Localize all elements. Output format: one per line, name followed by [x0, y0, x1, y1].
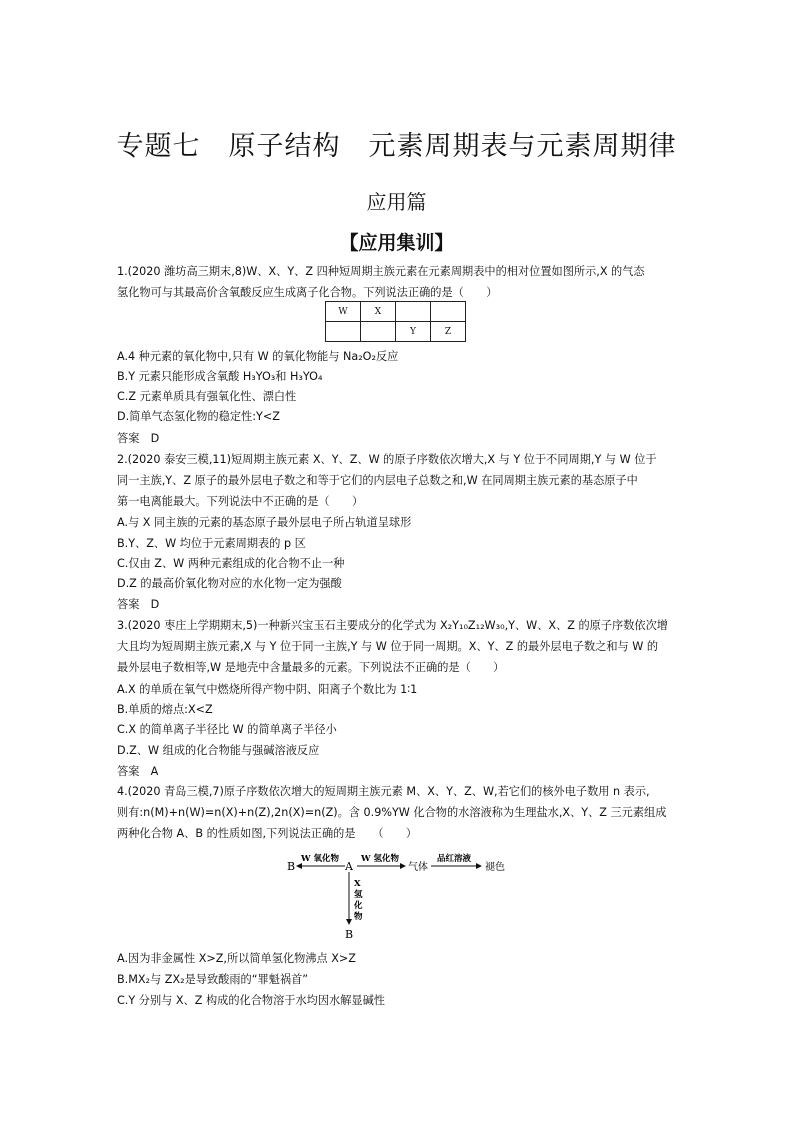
table-cell: [326, 322, 361, 342]
diagram-node-b-bottom: B: [345, 928, 354, 941]
q4-option-c: C.Y 分别与 X、Z 构成的化合物溶于水均因水解显碱性: [117, 994, 385, 1007]
q1-option-c: C.Z 元素单质具有强氧化性、漂白性: [117, 390, 297, 403]
q2-option-b: B.Y、Z、W 均位于元素周期表的 p 区: [117, 537, 306, 550]
diagram-node-result: 褪色: [485, 862, 505, 873]
q3-answer: 答案 A: [117, 765, 159, 778]
page-subtitle: 应用篇: [366, 190, 427, 214]
table-cell: Z: [431, 322, 466, 342]
q4-option-a: A.因为非金属性 X>Z,所以简单氢化物沸点 X>Z: [117, 952, 356, 965]
q3-stem-line: 3.(2020 枣庄上学期期末,5)一种新兴宝玉石主要成分的化学式为 X₂Y₁₀Z₁₂W₃₀,Y、W、X、Z 的原子序数依次增: [117, 619, 668, 632]
q2-option-d: D.Z 的最高价氧化物对应的水化物一定为强酸: [117, 577, 342, 590]
diagram-reagent-dye: 品红溶液: [437, 854, 472, 864]
diagram-reagent-down: 物: [354, 912, 363, 922]
q1-answer: 答案 D: [117, 432, 160, 445]
diagram-reagent-down: 氢: [354, 890, 363, 900]
q4-stem-line: 4.(2020 青岛三模,7)原子序数依次增大的短周期主族元素 M、X、Y、Z、W,若它们的核外电子数用 n 表示,: [117, 785, 650, 798]
reaction-diagram: [275, 850, 525, 942]
q3-stem-line: 最外层电子数相等,W 是地壳中含量最多的元素。下列说法不正确的是（ ）: [117, 661, 505, 674]
diagram-node-gas: 气体: [408, 862, 428, 873]
q3-option-c: C.X 的简单离子半径比 W 的简单离子半径小: [117, 723, 337, 736]
q2-option-a: A.与 X 同主族的元素的基态原子最外层电子所占轨道呈球形: [117, 516, 412, 529]
q4-stem-line: 两种化合物 A、B 的性质如图,下列说法正确的是 （ ）: [117, 827, 418, 840]
q2-stem-line: 同一主族,Y、Z 原子的最外层电子数之和等于它们的内层电子总数之和,W 在同周期主族元素的基态原子中: [117, 474, 638, 487]
diagram-reagent-right: W 氢化物: [361, 854, 400, 864]
diagram-node-b-left: B: [287, 860, 296, 873]
q2-stem-line: 2.(2020 泰安三模,11)短周期主族元素 X、Y、Z、W 的原子序数依次增大,X 与 Y 位于不同周期,Y 与 W 位于: [117, 453, 657, 466]
table-cell: X: [361, 302, 396, 322]
q1-option-d: D.简单气态氢化物的稳定性:Y<Z: [117, 410, 280, 423]
periodic-position-table: [325, 301, 466, 342]
q4-option-b: B.MX₂与 ZX₂是导致酸雨的“罪魁祸首”: [117, 973, 309, 986]
table-cell: [396, 302, 431, 322]
q1-option-a: A.4 种元素的氧化物中,只有 W 的氧化物能与 Na₂O₂反应: [117, 350, 399, 363]
q2-stem-line: 第一电离能最大。下列说法中不正确的是（ ）: [117, 495, 364, 508]
q1-option-b: B.Y 元素只能形成含氧酸 H₃YO₃和 H₃YO₄: [117, 370, 323, 383]
table-cell: [361, 322, 396, 342]
table-cell: Y: [396, 322, 431, 342]
table-cell: [431, 302, 466, 322]
section-heading: 【应用集训】: [339, 232, 454, 254]
diagram-reagent-left: W 氧化物: [301, 854, 340, 864]
q1-stem-line: 1.(2020 潍坊高三期末,8)W、X、Y、Z 四种短周期主族元素在元素周期表中的相对位置如图所示,X 的气态: [117, 265, 645, 278]
diagram-reagent-down: 化: [354, 901, 363, 911]
q3-option-a: A.X 的单质在氧气中燃烧所得产物中阴、阳离子个数比为 1∶1: [117, 683, 418, 696]
q2-option-c: C.仅由 Z、W 两种元素组成的化合物不止一种: [117, 557, 345, 570]
q1-stem-line: 氢化物可与其最高价含氧酸反应生成离子化合物。下列说法正确的是（ ）: [117, 286, 498, 299]
q3-stem-line: 大且均为短周期主族元素,X 与 Y 位于同一主族,Y 与 W 位于同一周期。X、Y、Z 的最外层电子数之和与 W 的: [117, 640, 659, 653]
q4-stem-line: 则有:n(M)+n(W)=n(X)+n(Z),2n(X)=n(Z)。含 0.9%YW 化合物的水溶液称为生理盐水,X、Y、Z 三元素组成: [117, 806, 667, 819]
page-title: 专题七 原子结构 元素周期表与元素周期律: [116, 131, 677, 162]
q2-answer: 答案 D: [117, 598, 160, 611]
table-cell: W: [326, 302, 361, 322]
diagram-reagent-down: X: [354, 879, 361, 889]
q3-option-d: D.Z、W 组成的化合物能与强碱溶液反应: [117, 744, 320, 757]
diagram-node-a: A: [345, 860, 353, 873]
q3-option-b: B.单质的熔点:X<Z: [117, 703, 213, 716]
